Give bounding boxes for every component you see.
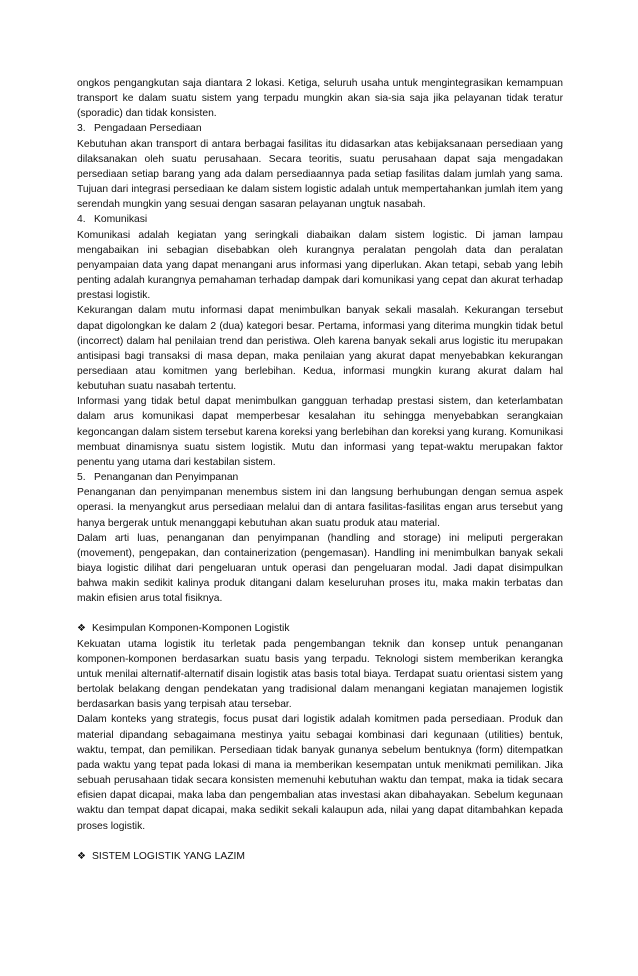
diamond-bullet-icon: ❖ bbox=[77, 623, 86, 635]
bullet-heading-sistem-logistik bbox=[77, 849, 563, 864]
section-heading-5 bbox=[77, 470, 563, 485]
section-title: Pengadaan Persediaan bbox=[94, 123, 202, 135]
section-heading-4 bbox=[77, 212, 563, 227]
bullet-heading-kesimpulan bbox=[77, 621, 563, 636]
section-title: Penanganan dan Penyimpanan bbox=[94, 472, 239, 484]
section-number: 3. bbox=[77, 123, 86, 135]
section-heading-3 bbox=[77, 121, 563, 136]
paragraph: Kebutuhan akan transport di antara berbagai fasilitas itu didasarkan atas kebijaksanaan persediaan yang dilaksanakan oleh suatu perusahaan. Secara teoritis, suatu perusahaan dapat saja mengadakan persediaan setiap barang yang ada dalam persediaannya pada setiap fasilitas dalam jumlah yang sama. Tujuan dari integrasi persediaan ke dalam sistem logistic adalah untuk mempertahankan jumlah item yang serendah mungkin yang sesuai dengan sasaran pelayanan ungtuk nasabah. bbox=[77, 138, 563, 211]
paragraph: Kekuatan utama logistik itu terletak pada pengembangan teknik dan konsep untuk penanganan komponen-komponen berdasarkan suatu basis yang terpadu. Teknologi sistem memberikan kerangka untuk menilai alternatif-alternatif disain logistik atas basis total biaya. Terdapat suatu orientasi sistem yang bertolak belakang dengan pendekatan yang tradisional dalam menangani kegiatan manajemen logistik berdasarkan basis yang terpisah atau tersebar. bbox=[77, 638, 563, 711]
paragraph: Komunikasi adalah kegiatan yang seringkali diabaikan dalam sistem logistic. Di jaman lampau mengabaikan ini sebagian disebabkan oleh kurangnya peralatan pengolah data dan peralatan penyampaian data yang dapat menangani arus informasi yang diperlukan. Akan tetapi, sebab yang lebih penting adalah kurangnya pemahaman terhadap dampak dari komunikasi yang cepat dan akurat terhadap prestasi logistik. bbox=[77, 229, 563, 302]
section-number: 4. bbox=[77, 214, 86, 226]
bullet-heading-text: SISTEM LOGISTIK YANG LAZIM bbox=[92, 850, 245, 862]
paragraph: Penanganan dan penyimpanan menembus sistem ini dan langsung berhubungan dengan semua aspek operasi. Ia menyangkut arus persediaan melalui dan di antara fasilitas-fasilitas engan arus tersebut yang hanya bergerak untuk menanggapi kebutuhan akan suatu produk atau material. bbox=[77, 487, 563, 529]
paragraph: Informasi yang tidak betul dapat menimbulkan gangguan terhadap prestasi sistem, dan keterlambatan dalam arus komunikasi dapat memperbesar kesalahan itu sehingga menyebabkan serangkaian kegoncangan dalam sistem tersebut karena koreksi yang berlebihan dan koreksi yang kurang. Komunikasi membuat dinamisnya suatu sistem logistik. Mutu dan informasi yang tepat-waktu merupakan faktor penentu yang utama dari kestabilan sistem. bbox=[77, 396, 563, 468]
document-page bbox=[77, 76, 563, 864]
paragraph: Dalam konteks yang strategis, focus pusat dari logistik adalah komitmen pada persediaan. Produk dan material dipandang sebagaimana mestinya yaitu sebagai kombinasi dari kegunaan (utilities) bentuk, waktu, tempat, dan pemilikan. Persediaan tidak banyak gunanya sebelum bentuknya (form) ditempatkan pada waktu yang tepat pada lokasi di mana ia memberikan kesempatan untuk menikmati pemilikan. Jika sebuah perusahaan tidak secara konsisten memenuhi kebutuhan waktu dan tempat, maka ia tidak secara efisien dapat dicapai, maka laba dan pengembalian atas investasi akan dibahayakan. Sebelum kegunaan waktu dan tempat dapat dicapai, maka sedikit sekali kalaupun ada, nilai yang dapat ditambahkan kepada proses logistik. bbox=[77, 714, 563, 832]
paragraph: ongkos pengangkutan saja diantara 2 lokasi. Ketiga, seluruh usaha untuk mengintegrasikan kemampuan transport ke dalam suatu sistem yang terpadu mungkin akan sia-sia saja jika pelayanan tidak teratur (sporadic) dan tidak konsisten. bbox=[77, 78, 563, 120]
spacer bbox=[77, 606, 563, 621]
paragraph: Dalam arti luas, penanganan dan penyimpanan (handling and storage) ini meliputi pergerakan (movement), pengepakan, dan containerization (pengemasan). Handling ini menimbulkan banyak sekali biaya logistic dilihat dari pengeluaran untuk operasi dan pengeluaran modal. Jadi dapat disimpulkan bahwa makin sedikit kalinya produk ditangani dalam keseluruhan proses itu, maka makin terbatas dan makin efisien arus total fisiknya. bbox=[77, 532, 563, 605]
bullet-heading-text: Kesimpulan Komponen-Komponen Logistik bbox=[92, 623, 290, 635]
section-number: 5. bbox=[77, 472, 86, 484]
section-title: Komunikasi bbox=[94, 214, 148, 226]
spacer bbox=[77, 834, 563, 849]
paragraph: Kekurangan dalam mutu informasi dapat menimbulkan banyak sekali masalah. Kekurangan tersebut dapat digolongkan ke dalam 2 (dua) kategori besar. Pertama, informasi yang diterima mungkin tidak betul (incorrect) dalam hal penilaian trend dan peristiwa. Oleh karena banyak sekali arus logistic itu merupakan antisipasi bagi transaksi di masa depan, maka penilaian yang akurat dapat menyebabkan kekurangan persediaan atau komitmen yang berlebihan. Kedua, informasi mungkin kurang akurat dalam hal kebutuhan suatu nasabah tertentu. bbox=[77, 305, 563, 393]
diamond-bullet-icon: ❖ bbox=[77, 850, 86, 862]
